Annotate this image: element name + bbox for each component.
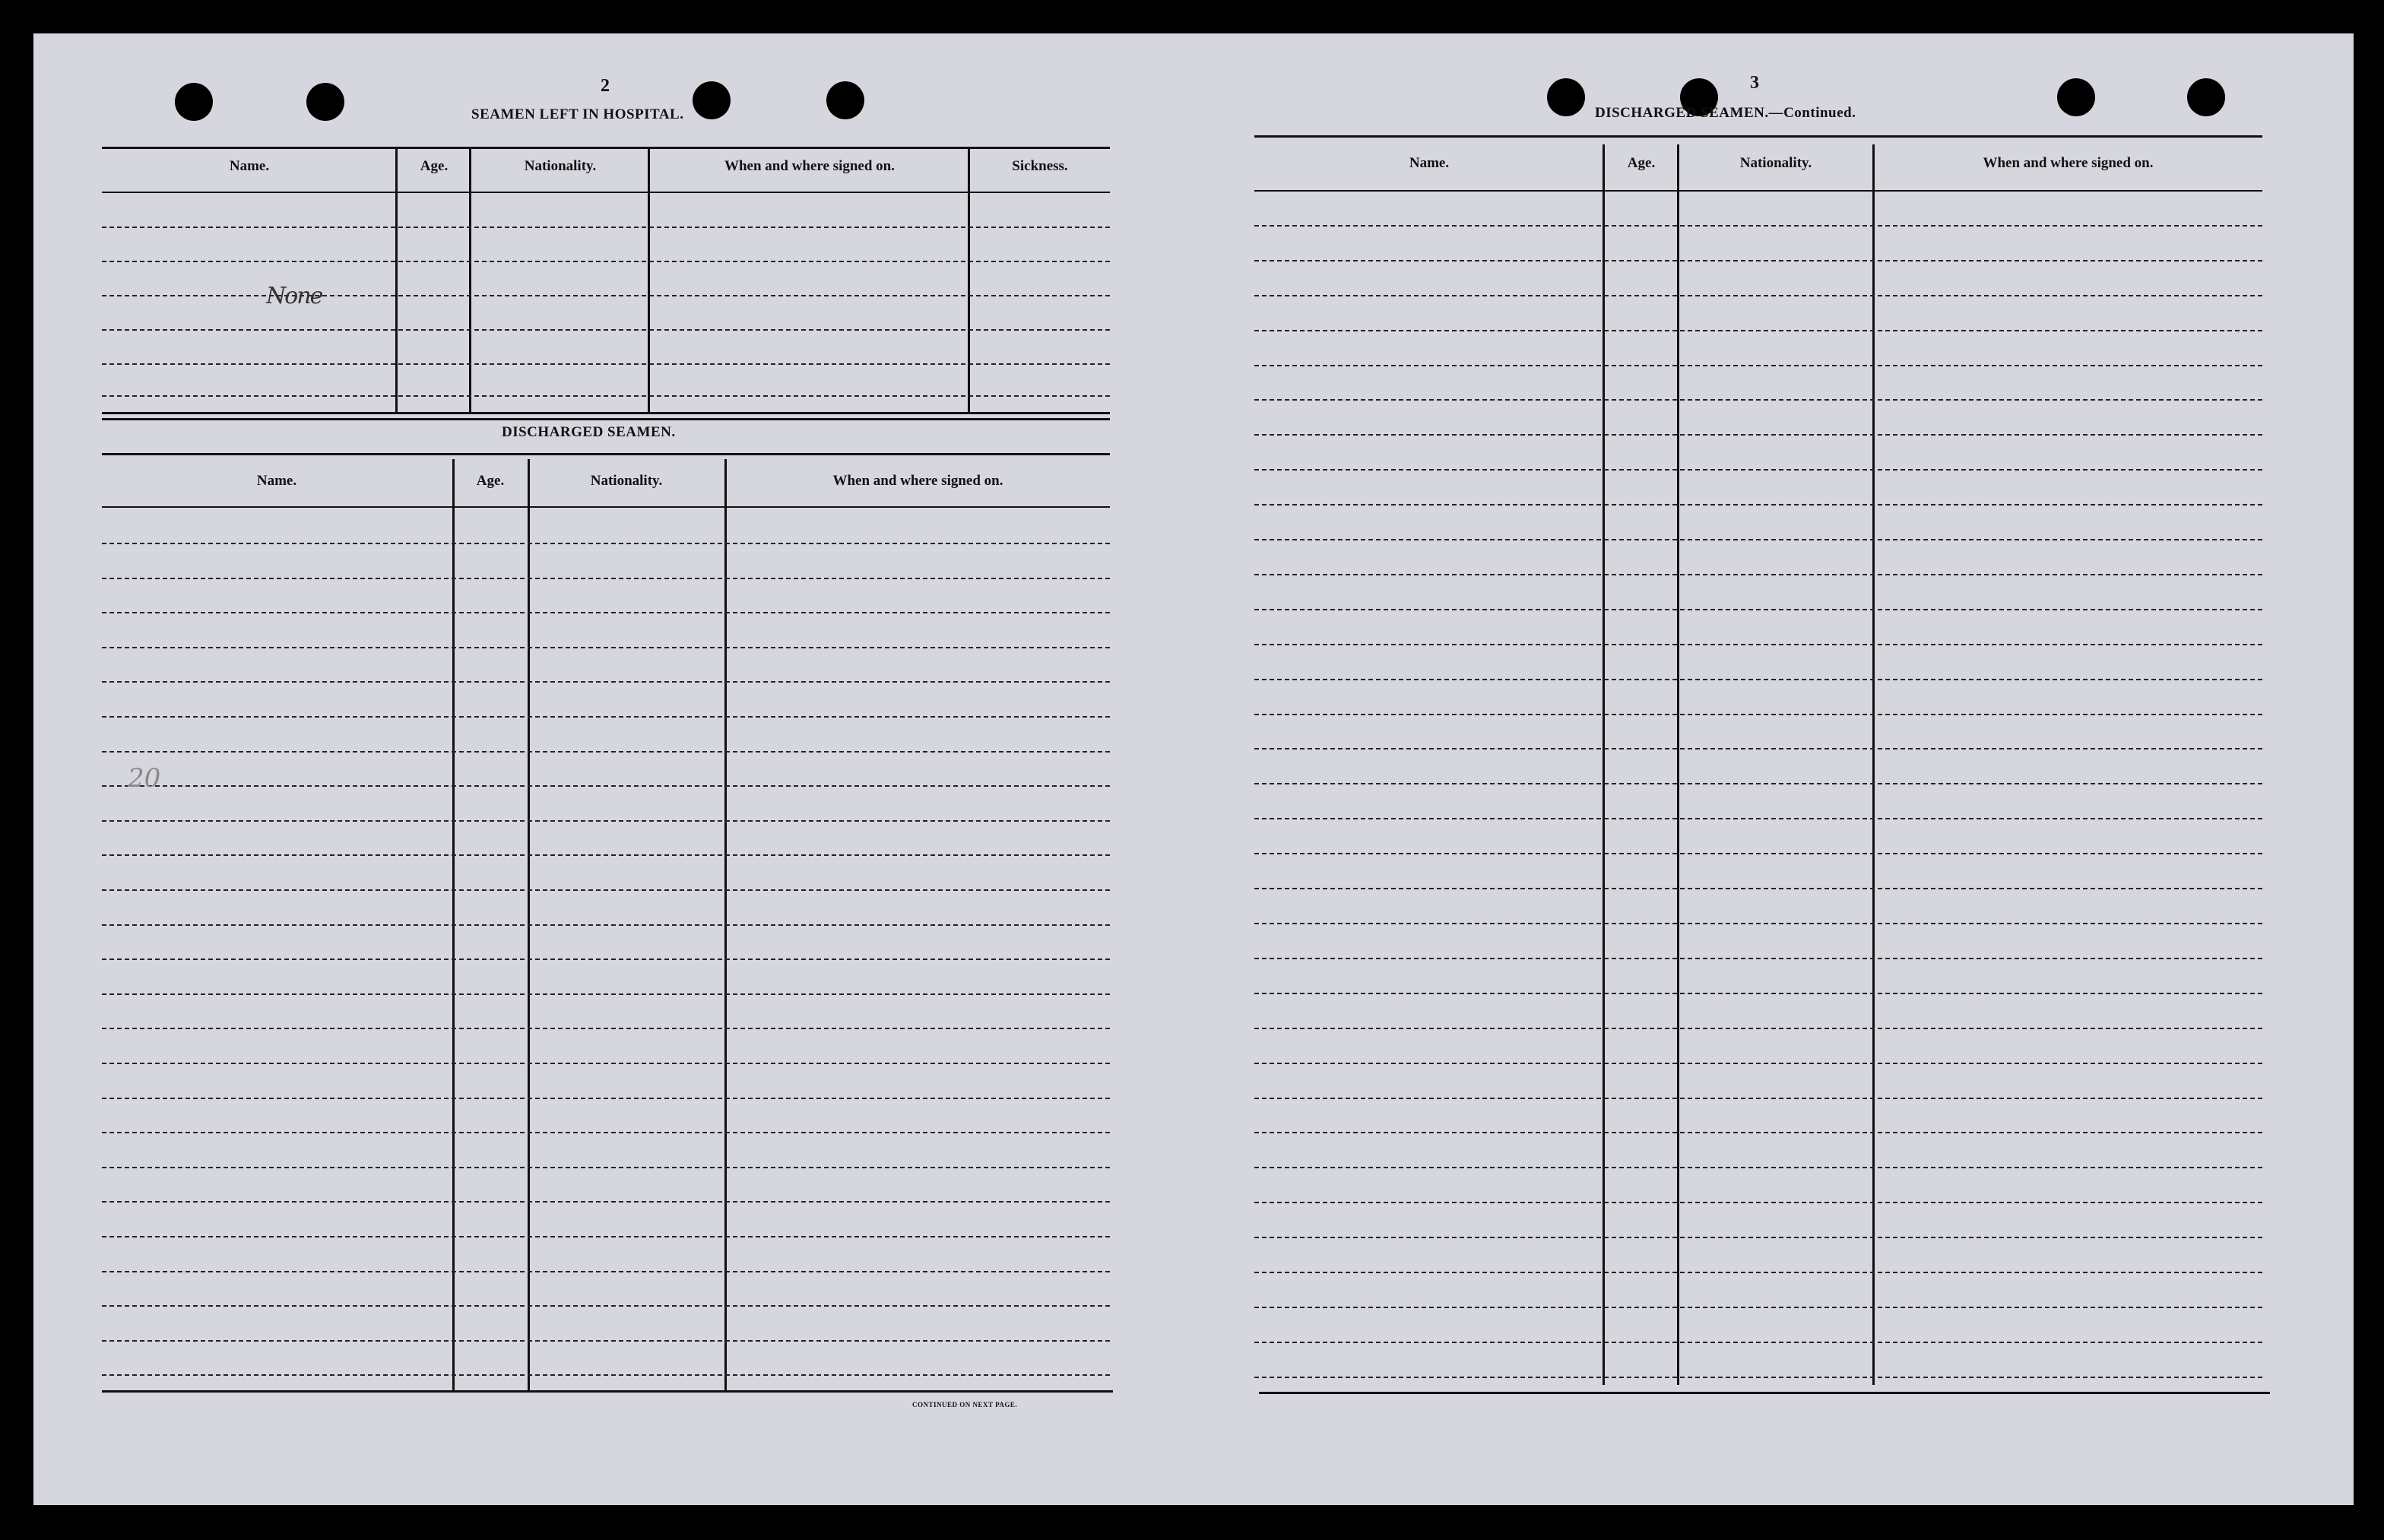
column-header-name: Name. — [256, 473, 297, 489]
table-row — [1254, 1132, 2262, 1133]
table-row — [102, 1028, 1110, 1029]
table-header-rule — [1254, 190, 2262, 192]
table-row — [1254, 295, 2262, 296]
handwritten-margin-mark: 20 — [128, 763, 161, 794]
punch-hole — [2057, 78, 2095, 116]
table-row — [102, 1236, 1110, 1237]
column-header-signed-on: When and where signed on. — [1983, 155, 2154, 171]
table-row — [1254, 748, 2262, 749]
table-row — [102, 716, 1110, 718]
table-top-rule — [1254, 135, 2262, 138]
table-row — [1254, 1167, 2262, 1168]
table-row — [1254, 1377, 2262, 1378]
table-row — [102, 612, 1110, 613]
table-row — [1254, 783, 2262, 784]
column-header-name: Name. — [229, 158, 270, 174]
table-row — [102, 1132, 1110, 1133]
table-header-rule — [102, 192, 1110, 193]
table-row — [102, 1098, 1110, 1099]
table-row — [1254, 958, 2262, 959]
table-row — [102, 1201, 1110, 1203]
table-row — [102, 1374, 1110, 1376]
table-top-rule — [102, 147, 1110, 149]
table-row — [1254, 365, 2262, 366]
table-row — [102, 395, 1110, 397]
table-row — [1254, 504, 2262, 505]
table-row — [1254, 1028, 2262, 1029]
table-row — [1254, 469, 2262, 471]
table-row — [1254, 714, 2262, 715]
continued-note: CONTINUED ON NEXT PAGE. — [912, 1401, 1018, 1408]
table-row — [1254, 609, 2262, 610]
table-bottom-rule — [1259, 1392, 2270, 1394]
hospital-section-title: SEAMEN LEFT IN HOSPITAL. — [471, 106, 684, 122]
table-row — [1254, 260, 2262, 261]
column-header-signed-on: When and where signed on. — [724, 158, 895, 174]
punch-hole — [175, 83, 213, 121]
table-row — [102, 785, 1110, 787]
table-row — [1254, 399, 2262, 401]
section-rule — [102, 418, 1110, 420]
table-top-rule — [102, 453, 1110, 455]
column-header-age: Age. — [420, 158, 449, 174]
table-row — [102, 543, 1110, 544]
punch-hole — [693, 81, 731, 119]
table-row — [1254, 818, 2262, 819]
table-row — [102, 261, 1110, 262]
right-page-number: 3 — [1750, 73, 1759, 93]
table-row — [102, 1167, 1110, 1168]
punch-hole — [826, 81, 864, 119]
table-row — [102, 993, 1110, 995]
table-row — [1254, 993, 2262, 994]
table-row — [102, 924, 1110, 926]
table-row — [1254, 923, 2262, 924]
table-row — [102, 295, 1110, 296]
table-row — [1254, 434, 2262, 436]
table-row — [1254, 1063, 2262, 1064]
left-page-number: 2 — [601, 76, 610, 96]
table-row — [1254, 1237, 2262, 1238]
table-row — [1254, 888, 2262, 889]
discharged-section-title: DISCHARGED SEAMEN. — [502, 424, 676, 440]
table-bottom-rule — [102, 412, 1110, 414]
column-header-age: Age. — [1627, 155, 1656, 171]
table-row — [102, 751, 1110, 753]
column-header-signed-on: When and where signed on. — [832, 473, 1003, 489]
punch-hole — [2187, 78, 2225, 116]
column-divider — [469, 147, 471, 412]
table-row — [102, 1305, 1110, 1307]
table-header-rule — [102, 506, 1110, 508]
table-row — [1254, 1307, 2262, 1308]
table-row — [1254, 644, 2262, 645]
column-header-name: Name. — [1409, 155, 1450, 171]
table-bottom-rule — [102, 1390, 1113, 1393]
table-row — [102, 889, 1110, 891]
table-row — [1254, 225, 2262, 227]
table-row — [102, 1271, 1110, 1272]
table-row — [1254, 330, 2262, 331]
right-section-title: DISCHARGED SEAMEN.—Continued. — [1595, 105, 1856, 121]
table-row — [102, 1340, 1110, 1342]
table-row — [1254, 1272, 2262, 1273]
table-row — [102, 820, 1110, 822]
table-row — [102, 854, 1110, 856]
table-row — [102, 578, 1110, 579]
column-divider — [395, 147, 398, 412]
punch-hole — [306, 83, 344, 121]
handwritten-entry: None — [266, 283, 322, 309]
table-row — [1254, 679, 2262, 680]
table-row — [102, 329, 1110, 331]
column-header-nationality: Nationality. — [590, 473, 663, 489]
column-header-nationality: Nationality. — [1739, 155, 1812, 171]
column-header-sickness: Sickness. — [1012, 158, 1068, 174]
document-sheet — [33, 33, 2354, 1505]
table-row — [102, 681, 1110, 683]
table-row — [1254, 1098, 2262, 1099]
table-row — [102, 647, 1110, 648]
table-row — [1254, 1202, 2262, 1203]
table-row — [1254, 539, 2262, 540]
table-row — [1254, 1342, 2262, 1343]
table-row — [1254, 574, 2262, 575]
table-row — [102, 227, 1110, 228]
table-row — [1254, 853, 2262, 854]
table-row — [102, 1063, 1110, 1064]
table-row — [102, 959, 1110, 960]
column-header-age: Age. — [476, 473, 505, 489]
punch-hole — [1547, 78, 1585, 116]
column-divider — [648, 147, 650, 412]
column-divider — [968, 147, 970, 412]
column-header-nationality: Nationality. — [524, 158, 597, 174]
table-row — [102, 363, 1110, 365]
